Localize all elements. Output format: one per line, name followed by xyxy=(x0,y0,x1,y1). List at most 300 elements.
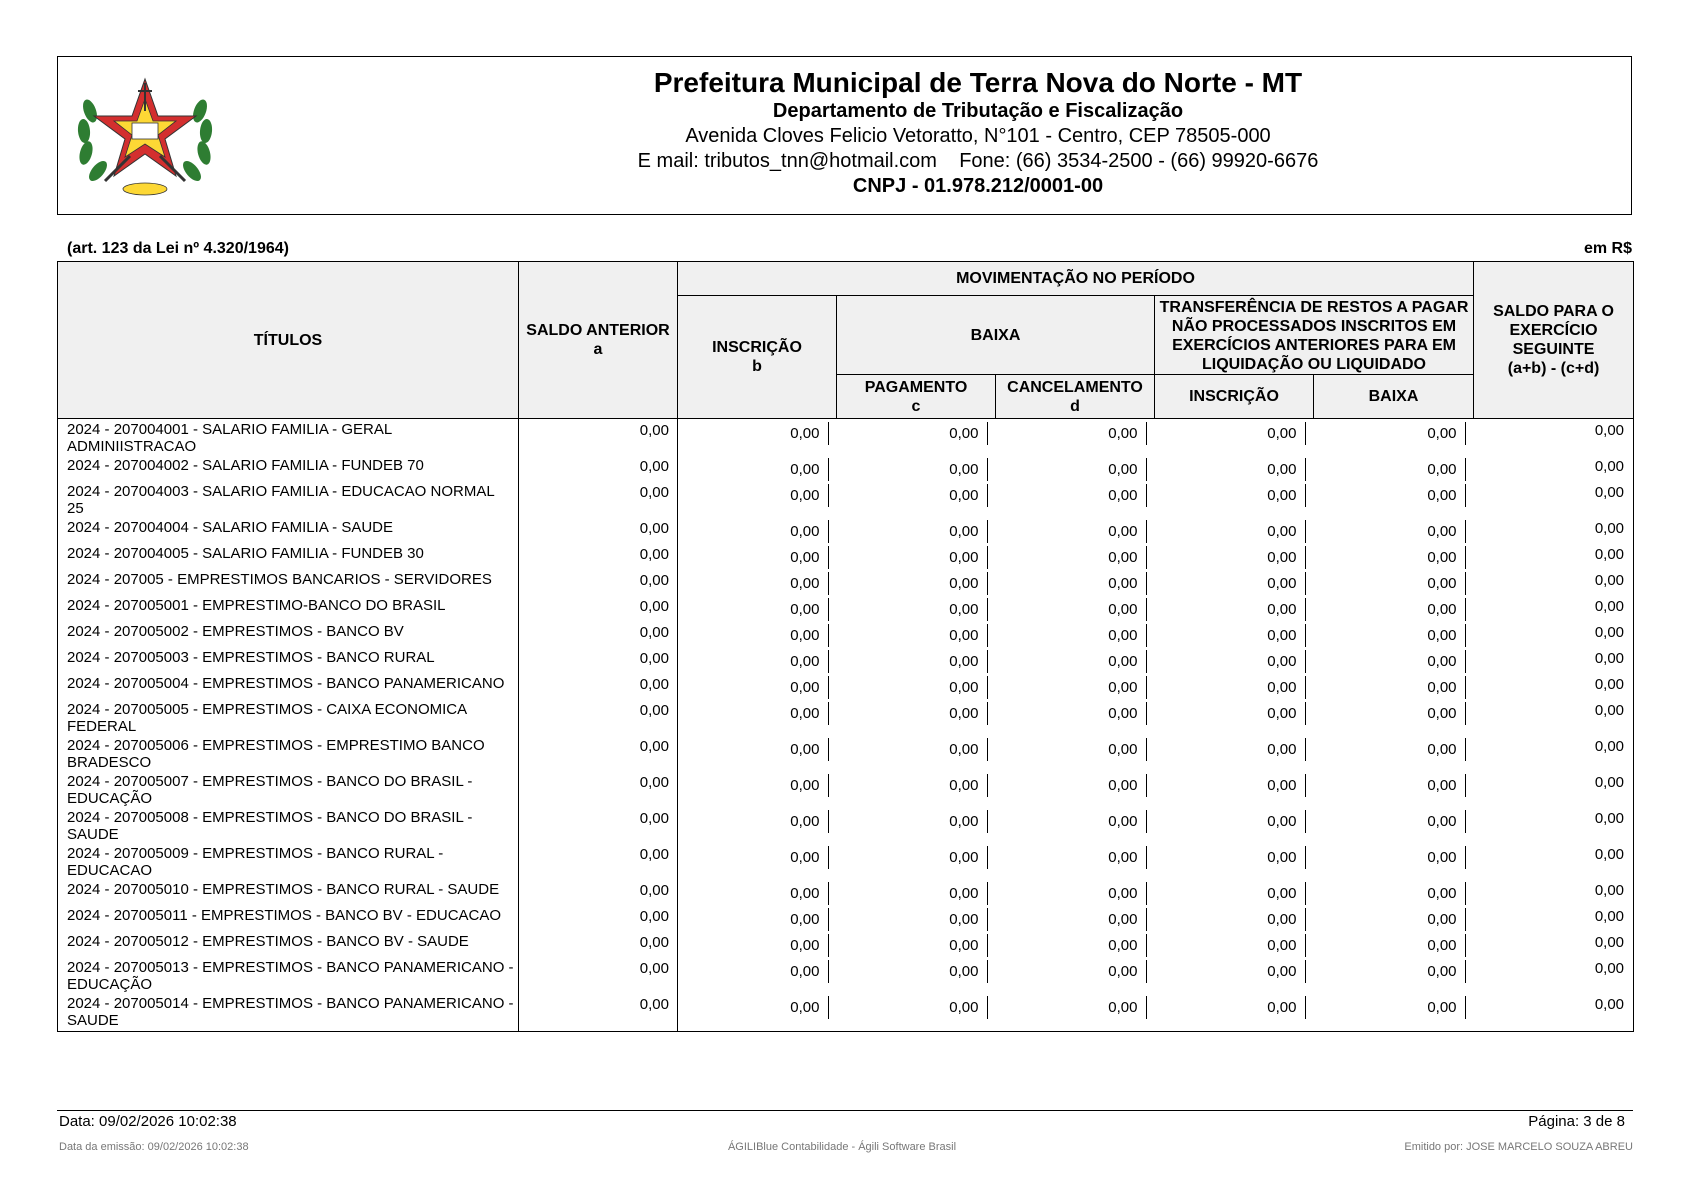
cell-value: 0,00 xyxy=(1474,543,1634,569)
cell-value xyxy=(519,455,678,481)
cell-value-text: 0,00 xyxy=(1108,738,1146,761)
cell-value-text: 0,00 xyxy=(1108,702,1146,725)
cell-value-text: 0,00 xyxy=(639,650,669,667)
cell-value-text: 0,00 xyxy=(639,960,669,977)
cell-value xyxy=(1314,455,1474,481)
cell-value xyxy=(678,647,837,673)
cell-value xyxy=(1314,993,1474,1032)
cell-value-text: 0,00 xyxy=(790,774,828,797)
cell-value xyxy=(519,993,678,1032)
cell-value xyxy=(1314,905,1474,931)
row-title: 2024 - 207005007 - EMPRESTIMOS - BANCO DO BRASIL - EDUCAÇÃO xyxy=(58,771,519,807)
cell-value xyxy=(1155,843,1314,879)
cell-value-text: 0,00 xyxy=(639,572,669,589)
cell-value-text: 0,00 xyxy=(1427,908,1465,931)
cell-value-text: 0,00 xyxy=(1267,934,1305,957)
table-row xyxy=(58,647,1634,673)
cell-value: 0,00 xyxy=(1474,843,1634,879)
cell-value xyxy=(519,931,678,957)
table-row xyxy=(58,595,1634,621)
row-title: 2024 - 207005008 - EMPRESTIMOS - BANCO DO BRASIL - SAUDE xyxy=(58,807,519,843)
cell-value-text: 0,00 xyxy=(639,458,669,475)
cell-value xyxy=(1314,735,1474,771)
cell-value: 0,00 xyxy=(1474,455,1634,481)
cell-value xyxy=(837,481,996,517)
cell-value xyxy=(519,673,678,699)
cell-value xyxy=(678,543,837,569)
cell-value xyxy=(1155,735,1314,771)
cell-value-text: 0,00 xyxy=(1108,960,1146,983)
cell-value xyxy=(1155,517,1314,543)
cell-value-text: 0,00 xyxy=(949,810,987,833)
col-saldo-seguinte: SALDO PARA O EXERCÍCIO SEGUINTE (a+b) - (c+d) xyxy=(1474,262,1634,419)
footer-software: ÁGILIBlue Contabilidade - Ágili Software Brasil xyxy=(727,1141,957,1153)
cell-value-text: 0,00 xyxy=(790,546,828,569)
cell-value xyxy=(837,569,996,595)
cell-value: 0,00 xyxy=(1474,647,1634,673)
cell-value xyxy=(837,517,996,543)
cell-value xyxy=(519,905,678,931)
cell-value-text: 0,00 xyxy=(639,422,669,439)
cell-value-text: 0,00 xyxy=(639,882,669,899)
cell-value-text: 0,00 xyxy=(639,702,669,719)
cell-value xyxy=(678,843,837,879)
cell-value-text: 0,00 xyxy=(1267,458,1305,481)
cell-value xyxy=(1155,807,1314,843)
cell-value xyxy=(678,931,837,957)
cell-value xyxy=(678,419,837,456)
cell-value-text: 0,00 xyxy=(790,422,828,445)
cell-value-text: 0,00 xyxy=(639,676,669,693)
row-title: 2024 - 207005011 - EMPRESTIMOS - BANCO BV - EDUCACAO xyxy=(58,905,519,931)
row-title: 2024 - 207005006 - EMPRESTIMOS - EMPRESTIMO BANCO BRADESCO xyxy=(58,735,519,771)
cell-value-text: 0,00 xyxy=(1427,546,1465,569)
balance-table xyxy=(57,261,1634,1032)
cell-value-text: 0,00 xyxy=(1427,882,1465,905)
cell-value-text: 0,00 xyxy=(1267,774,1305,797)
cell-value-text: 0,00 xyxy=(790,676,828,699)
row-title: 2024 - 207004002 - SALARIO FAMILIA - FUNDEB 70 xyxy=(58,455,519,481)
cell-value xyxy=(837,419,996,456)
table-row xyxy=(58,673,1634,699)
col-baixa: BAIXA xyxy=(837,296,1155,375)
cell-value-text: 0,00 xyxy=(949,484,987,507)
table-row xyxy=(58,569,1634,595)
cell-value xyxy=(678,879,837,905)
cell-value-text: 0,00 xyxy=(1427,960,1465,983)
cell-value-text: 0,00 xyxy=(1108,934,1146,957)
cell-value-text: 0,00 xyxy=(1108,774,1146,797)
cell-value-text: 0,00 xyxy=(1108,458,1146,481)
cell-value xyxy=(996,931,1155,957)
cell-value xyxy=(1155,569,1314,595)
law-reference: (art. 123 da Lei nº 4.320/1964) xyxy=(67,240,289,257)
municipality-title: Prefeitura Municipal de Terra Nova do Norte - MT xyxy=(653,67,1303,98)
col-pagamento: PAGAMENTO c xyxy=(837,375,996,419)
cell-value xyxy=(1155,673,1314,699)
row-title: 2024 - 207004003 - SALARIO FAMILIA - EDUCACAO NORMAL 25 xyxy=(58,481,519,517)
row-title: 2024 - 207005002 - EMPRESTIMOS - BANCO BV xyxy=(58,621,519,647)
cell-value-text: 0,00 xyxy=(1427,458,1465,481)
cell-value-text: 0,00 xyxy=(790,702,828,725)
cell-value-text: 0,00 xyxy=(949,934,987,957)
cell-value-text: 0,00 xyxy=(1108,598,1146,621)
cell-value xyxy=(678,621,837,647)
cell-value-text: 0,00 xyxy=(1427,774,1465,797)
cell-value xyxy=(837,771,996,807)
cell-value-text: 0,00 xyxy=(639,520,669,537)
cell-value-text: 0,00 xyxy=(949,882,987,905)
cell-value-text: 0,00 xyxy=(1427,738,1465,761)
cell-value xyxy=(996,905,1155,931)
cell-value: 0,00 xyxy=(1474,807,1634,843)
cell-value xyxy=(678,905,837,931)
cell-value-text: 0,00 xyxy=(1267,996,1305,1019)
cell-value xyxy=(678,807,837,843)
row-title: 2024 - 207005010 - EMPRESTIMOS - BANCO RURAL - SAUDE xyxy=(58,879,519,905)
col-movimentacao: MOVIMENTAÇÃO NO PERÍODO xyxy=(678,262,1474,296)
table-row xyxy=(58,843,1634,879)
cell-value-text: 0,00 xyxy=(949,908,987,931)
cell-value xyxy=(996,517,1155,543)
cell-value-text: 0,00 xyxy=(1108,882,1146,905)
cell-value xyxy=(1155,771,1314,807)
cell-value-text: 0,00 xyxy=(1108,676,1146,699)
cell-value-text: 0,00 xyxy=(639,774,669,791)
cell-value xyxy=(1314,569,1474,595)
row-title: 2024 - 207004001 - SALARIO FAMILIA - GERAL ADMINIISTRACAO xyxy=(58,419,519,456)
cell-value: 0,00 xyxy=(1474,699,1634,735)
table-row xyxy=(58,735,1634,771)
cell-value-text: 0,00 xyxy=(1427,702,1465,725)
cell-value xyxy=(837,455,996,481)
cell-value xyxy=(519,419,678,456)
cell-value xyxy=(996,647,1155,673)
cell-value-text: 0,00 xyxy=(949,546,987,569)
cell-value-text: 0,00 xyxy=(949,702,987,725)
cell-value-text: 0,00 xyxy=(1267,738,1305,761)
cell-value-text: 0,00 xyxy=(949,598,987,621)
cell-value-text: 0,00 xyxy=(1108,624,1146,647)
cell-value-text: 0,00 xyxy=(1427,996,1465,1019)
cell-value-text: 0,00 xyxy=(639,934,669,951)
cell-value xyxy=(678,517,837,543)
cell-value-text: 0,00 xyxy=(639,598,669,615)
cell-value xyxy=(678,481,837,517)
cell-value-text: 0,00 xyxy=(1267,422,1305,445)
cell-value-text: 0,00 xyxy=(1427,676,1465,699)
cell-value-text: 0,00 xyxy=(639,738,669,755)
cell-value-text: 0,00 xyxy=(949,738,987,761)
table-row xyxy=(58,621,1634,647)
col-transf-baixa: BAIXA xyxy=(1314,375,1474,419)
cell-value xyxy=(1155,879,1314,905)
table-row xyxy=(58,419,1634,456)
cell-value xyxy=(837,673,996,699)
cell-value-text: 0,00 xyxy=(1108,908,1146,931)
cell-value-text: 0,00 xyxy=(1427,846,1465,869)
cell-value-text: 0,00 xyxy=(790,738,828,761)
cell-value-text: 0,00 xyxy=(790,846,828,869)
cell-value xyxy=(519,647,678,673)
cell-value xyxy=(837,621,996,647)
cell-value xyxy=(1314,517,1474,543)
cell-value xyxy=(1155,647,1314,673)
cell-value xyxy=(996,957,1155,993)
cell-value-text: 0,00 xyxy=(1267,484,1305,507)
cell-value xyxy=(519,807,678,843)
cell-value xyxy=(519,569,678,595)
cell-value-text: 0,00 xyxy=(949,846,987,869)
cell-value xyxy=(837,647,996,673)
cell-value-text: 0,00 xyxy=(949,624,987,647)
cell-value xyxy=(996,673,1155,699)
report-header xyxy=(57,56,1632,215)
address-line: Avenida Cloves Felicio Vetoratto, N°101 - Centro, CEP 78505-000 xyxy=(685,125,1271,147)
footer-user: Emitido por: JOSE MARCELO SOUZA ABREU xyxy=(1404,1141,1633,1153)
cell-value xyxy=(996,481,1155,517)
cell-value-text: 0,00 xyxy=(1108,484,1146,507)
table-row xyxy=(58,957,1634,993)
cell-value xyxy=(519,481,678,517)
cell-value xyxy=(996,699,1155,735)
cell-value-text: 0,00 xyxy=(790,484,828,507)
cell-value xyxy=(996,843,1155,879)
cell-value xyxy=(678,673,837,699)
cell-value: 0,00 xyxy=(1474,905,1634,931)
cell-value xyxy=(678,735,837,771)
cell-value xyxy=(519,771,678,807)
cell-value-text: 0,00 xyxy=(949,650,987,673)
cell-value-text: 0,00 xyxy=(1267,676,1305,699)
cell-value-text: 0,00 xyxy=(1108,810,1146,833)
cell-value-text: 0,00 xyxy=(639,484,669,501)
cell-value-text: 0,00 xyxy=(790,650,828,673)
cell-value xyxy=(996,621,1155,647)
cell-value xyxy=(837,699,996,735)
cell-value-text: 0,00 xyxy=(1427,650,1465,673)
cell-value xyxy=(996,455,1155,481)
cell-value-text: 0,00 xyxy=(1108,650,1146,673)
cell-value xyxy=(996,569,1155,595)
table-row xyxy=(58,807,1634,843)
cell-value xyxy=(1155,481,1314,517)
cell-value-text: 0,00 xyxy=(1267,846,1305,869)
cell-value-text: 0,00 xyxy=(1427,422,1465,445)
cell-value-text: 0,00 xyxy=(790,572,828,595)
cell-value-text: 0,00 xyxy=(1427,572,1465,595)
col-cancelamento: CANCELAMENTO d xyxy=(996,375,1155,419)
cell-value-text: 0,00 xyxy=(639,546,669,563)
cell-value-text: 0,00 xyxy=(1267,598,1305,621)
cell-value xyxy=(1155,993,1314,1032)
cell-value xyxy=(837,595,996,621)
cell-value-text: 0,00 xyxy=(639,846,669,863)
cell-value-text: 0,00 xyxy=(949,996,987,1019)
cell-value-text: 0,00 xyxy=(949,458,987,481)
cell-value xyxy=(519,879,678,905)
cell-value xyxy=(837,879,996,905)
cell-value xyxy=(1155,699,1314,735)
cell-value xyxy=(1155,931,1314,957)
cell-value xyxy=(1314,771,1474,807)
municipal-seal-icon xyxy=(70,71,220,201)
cell-value-text: 0,00 xyxy=(1108,846,1146,869)
row-title: 2024 - 207005 - EMPRESTIMOS BANCARIOS - SERVIDORES xyxy=(58,569,519,595)
cell-value-text: 0,00 xyxy=(790,520,828,543)
footer-divider xyxy=(57,1110,1633,1111)
cell-value xyxy=(837,993,996,1032)
cell-value xyxy=(837,931,996,957)
col-transf-inscricao: INSCRIÇÃO xyxy=(1155,375,1314,419)
table-row xyxy=(58,879,1634,905)
row-title: 2024 - 207004005 - SALARIO FAMILIA - FUNDEB 30 xyxy=(58,543,519,569)
cell-value-text: 0,00 xyxy=(949,422,987,445)
cell-value xyxy=(519,957,678,993)
cell-value xyxy=(678,699,837,735)
cell-value: 0,00 xyxy=(1474,993,1634,1032)
cell-value-text: 0,00 xyxy=(1267,882,1305,905)
cell-value xyxy=(1155,595,1314,621)
cell-value xyxy=(996,807,1155,843)
cell-value xyxy=(519,735,678,771)
cell-value xyxy=(1314,543,1474,569)
cell-value-text: 0,00 xyxy=(1267,960,1305,983)
cell-value-text: 0,00 xyxy=(790,598,828,621)
cell-value xyxy=(996,595,1155,621)
table-row xyxy=(58,993,1634,1032)
row-title: 2024 - 207005009 - EMPRESTIMOS - BANCO RURAL - EDUCACAO xyxy=(58,843,519,879)
cell-value xyxy=(519,621,678,647)
cell-value xyxy=(1314,879,1474,905)
cell-value xyxy=(678,595,837,621)
cell-value xyxy=(678,957,837,993)
footer-page: Página: 3 de 8 xyxy=(1528,1113,1625,1130)
cell-value xyxy=(837,543,996,569)
cell-value-text: 0,00 xyxy=(949,572,987,595)
cell-value xyxy=(996,419,1155,456)
cell-value xyxy=(1314,673,1474,699)
row-title: 2024 - 207005004 - EMPRESTIMOS - BANCO PANAMERICANO xyxy=(58,673,519,699)
cell-value-text: 0,00 xyxy=(1108,572,1146,595)
cell-value xyxy=(1314,595,1474,621)
cell-value xyxy=(1314,843,1474,879)
cnpj-line: CNPJ - 01.978.212/0001-00 xyxy=(852,175,1104,197)
row-title: 2024 - 207005001 - EMPRESTIMO-BANCO DO BRASIL xyxy=(58,595,519,621)
footer-date: Data: 09/02/2026 10:02:38 xyxy=(59,1113,237,1130)
cell-value-text: 0,00 xyxy=(1267,546,1305,569)
cell-value xyxy=(1314,931,1474,957)
cell-value-text: 0,00 xyxy=(790,882,828,905)
table-row xyxy=(58,699,1634,735)
cell-value xyxy=(1314,699,1474,735)
cell-value-text: 0,00 xyxy=(639,624,669,641)
cell-value-text: 0,00 xyxy=(1427,484,1465,507)
cell-value: 0,00 xyxy=(1474,569,1634,595)
table-row xyxy=(58,481,1634,517)
cell-value xyxy=(837,843,996,879)
row-title: 2024 - 207005012 - EMPRESTIMOS - BANCO BV - SAUDE xyxy=(58,931,519,957)
cell-value-text: 0,00 xyxy=(1267,650,1305,673)
cell-value-text: 0,00 xyxy=(1108,422,1146,445)
cell-value-text: 0,00 xyxy=(1267,908,1305,931)
currency-unit: em R$ xyxy=(1583,240,1632,257)
department-name: Departamento de Tributação e Fiscalização xyxy=(772,100,1184,122)
cell-value xyxy=(519,843,678,879)
col-titulos: TÍTULOS xyxy=(58,262,519,419)
cell-value-text: 0,00 xyxy=(1108,546,1146,569)
cell-value-text: 0,00 xyxy=(790,908,828,931)
table-row xyxy=(58,931,1634,957)
cell-value-text: 0,00 xyxy=(1267,810,1305,833)
cell-value-text: 0,00 xyxy=(639,810,669,827)
cell-value-text: 0,00 xyxy=(1108,996,1146,1019)
row-title: 2024 - 207005014 - EMPRESTIMOS - BANCO PANAMERICANO - SAUDE xyxy=(58,993,519,1032)
cell-value-text: 0,00 xyxy=(949,676,987,699)
cell-value: 0,00 xyxy=(1474,621,1634,647)
cell-value-text: 0,00 xyxy=(949,520,987,543)
cell-value xyxy=(678,455,837,481)
col-saldo-anterior: SALDO ANTERIOR a xyxy=(519,262,678,419)
cell-value xyxy=(1155,455,1314,481)
cell-value xyxy=(1314,807,1474,843)
cell-value xyxy=(1155,621,1314,647)
cell-value: 0,00 xyxy=(1474,673,1634,699)
cell-value xyxy=(996,879,1155,905)
row-title: 2024 - 207005003 - EMPRESTIMOS - BANCO RURAL xyxy=(58,647,519,673)
footer-emission: Data da emissão: 09/02/2026 10:02:38 xyxy=(59,1141,249,1153)
cell-value xyxy=(837,735,996,771)
cell-value xyxy=(996,543,1155,569)
cell-value xyxy=(837,957,996,993)
cell-value xyxy=(1314,647,1474,673)
cell-value: 0,00 xyxy=(1474,931,1634,957)
cell-value-text: 0,00 xyxy=(949,960,987,983)
cell-value-text: 0,00 xyxy=(949,774,987,797)
row-title: 2024 - 207005013 - EMPRESTIMOS - BANCO PANAMERICANO - EDUCAÇÃO xyxy=(58,957,519,993)
cell-value-text: 0,00 xyxy=(1427,598,1465,621)
cell-value xyxy=(1155,419,1314,456)
cell-value xyxy=(519,543,678,569)
cell-value: 0,00 xyxy=(1474,957,1634,993)
cell-value xyxy=(837,807,996,843)
table-row xyxy=(58,517,1634,543)
table-row xyxy=(58,455,1634,481)
table-body xyxy=(58,419,1634,1032)
table-row xyxy=(58,905,1634,931)
cell-value-text: 0,00 xyxy=(1267,702,1305,725)
cell-value xyxy=(1314,621,1474,647)
cell-value xyxy=(1155,957,1314,993)
contact-line: E mail: tributos_tnn@hotmail.com Fone: (66) 3534-2500 - (66) 99920-6676 xyxy=(637,150,1319,172)
cell-value xyxy=(837,905,996,931)
cell-value xyxy=(1155,543,1314,569)
cell-value-text: 0,00 xyxy=(1427,934,1465,957)
cell-value xyxy=(678,993,837,1032)
cell-value xyxy=(678,771,837,807)
row-title: 2024 - 207005005 - EMPRESTIMOS - CAIXA ECONOMICA FEDERAL xyxy=(58,699,519,735)
row-title: 2024 - 207004004 - SALARIO FAMILIA - SAUDE xyxy=(58,517,519,543)
table-row xyxy=(58,771,1634,807)
cell-value: 0,00 xyxy=(1474,879,1634,905)
cell-value-text: 0,00 xyxy=(1267,572,1305,595)
cell-value-text: 0,00 xyxy=(639,996,669,1013)
cell-value xyxy=(1314,419,1474,456)
cell-value: 0,00 xyxy=(1474,735,1634,771)
cell-value-text: 0,00 xyxy=(790,996,828,1019)
cell-value: 0,00 xyxy=(1474,771,1634,807)
cell-value xyxy=(1314,481,1474,517)
